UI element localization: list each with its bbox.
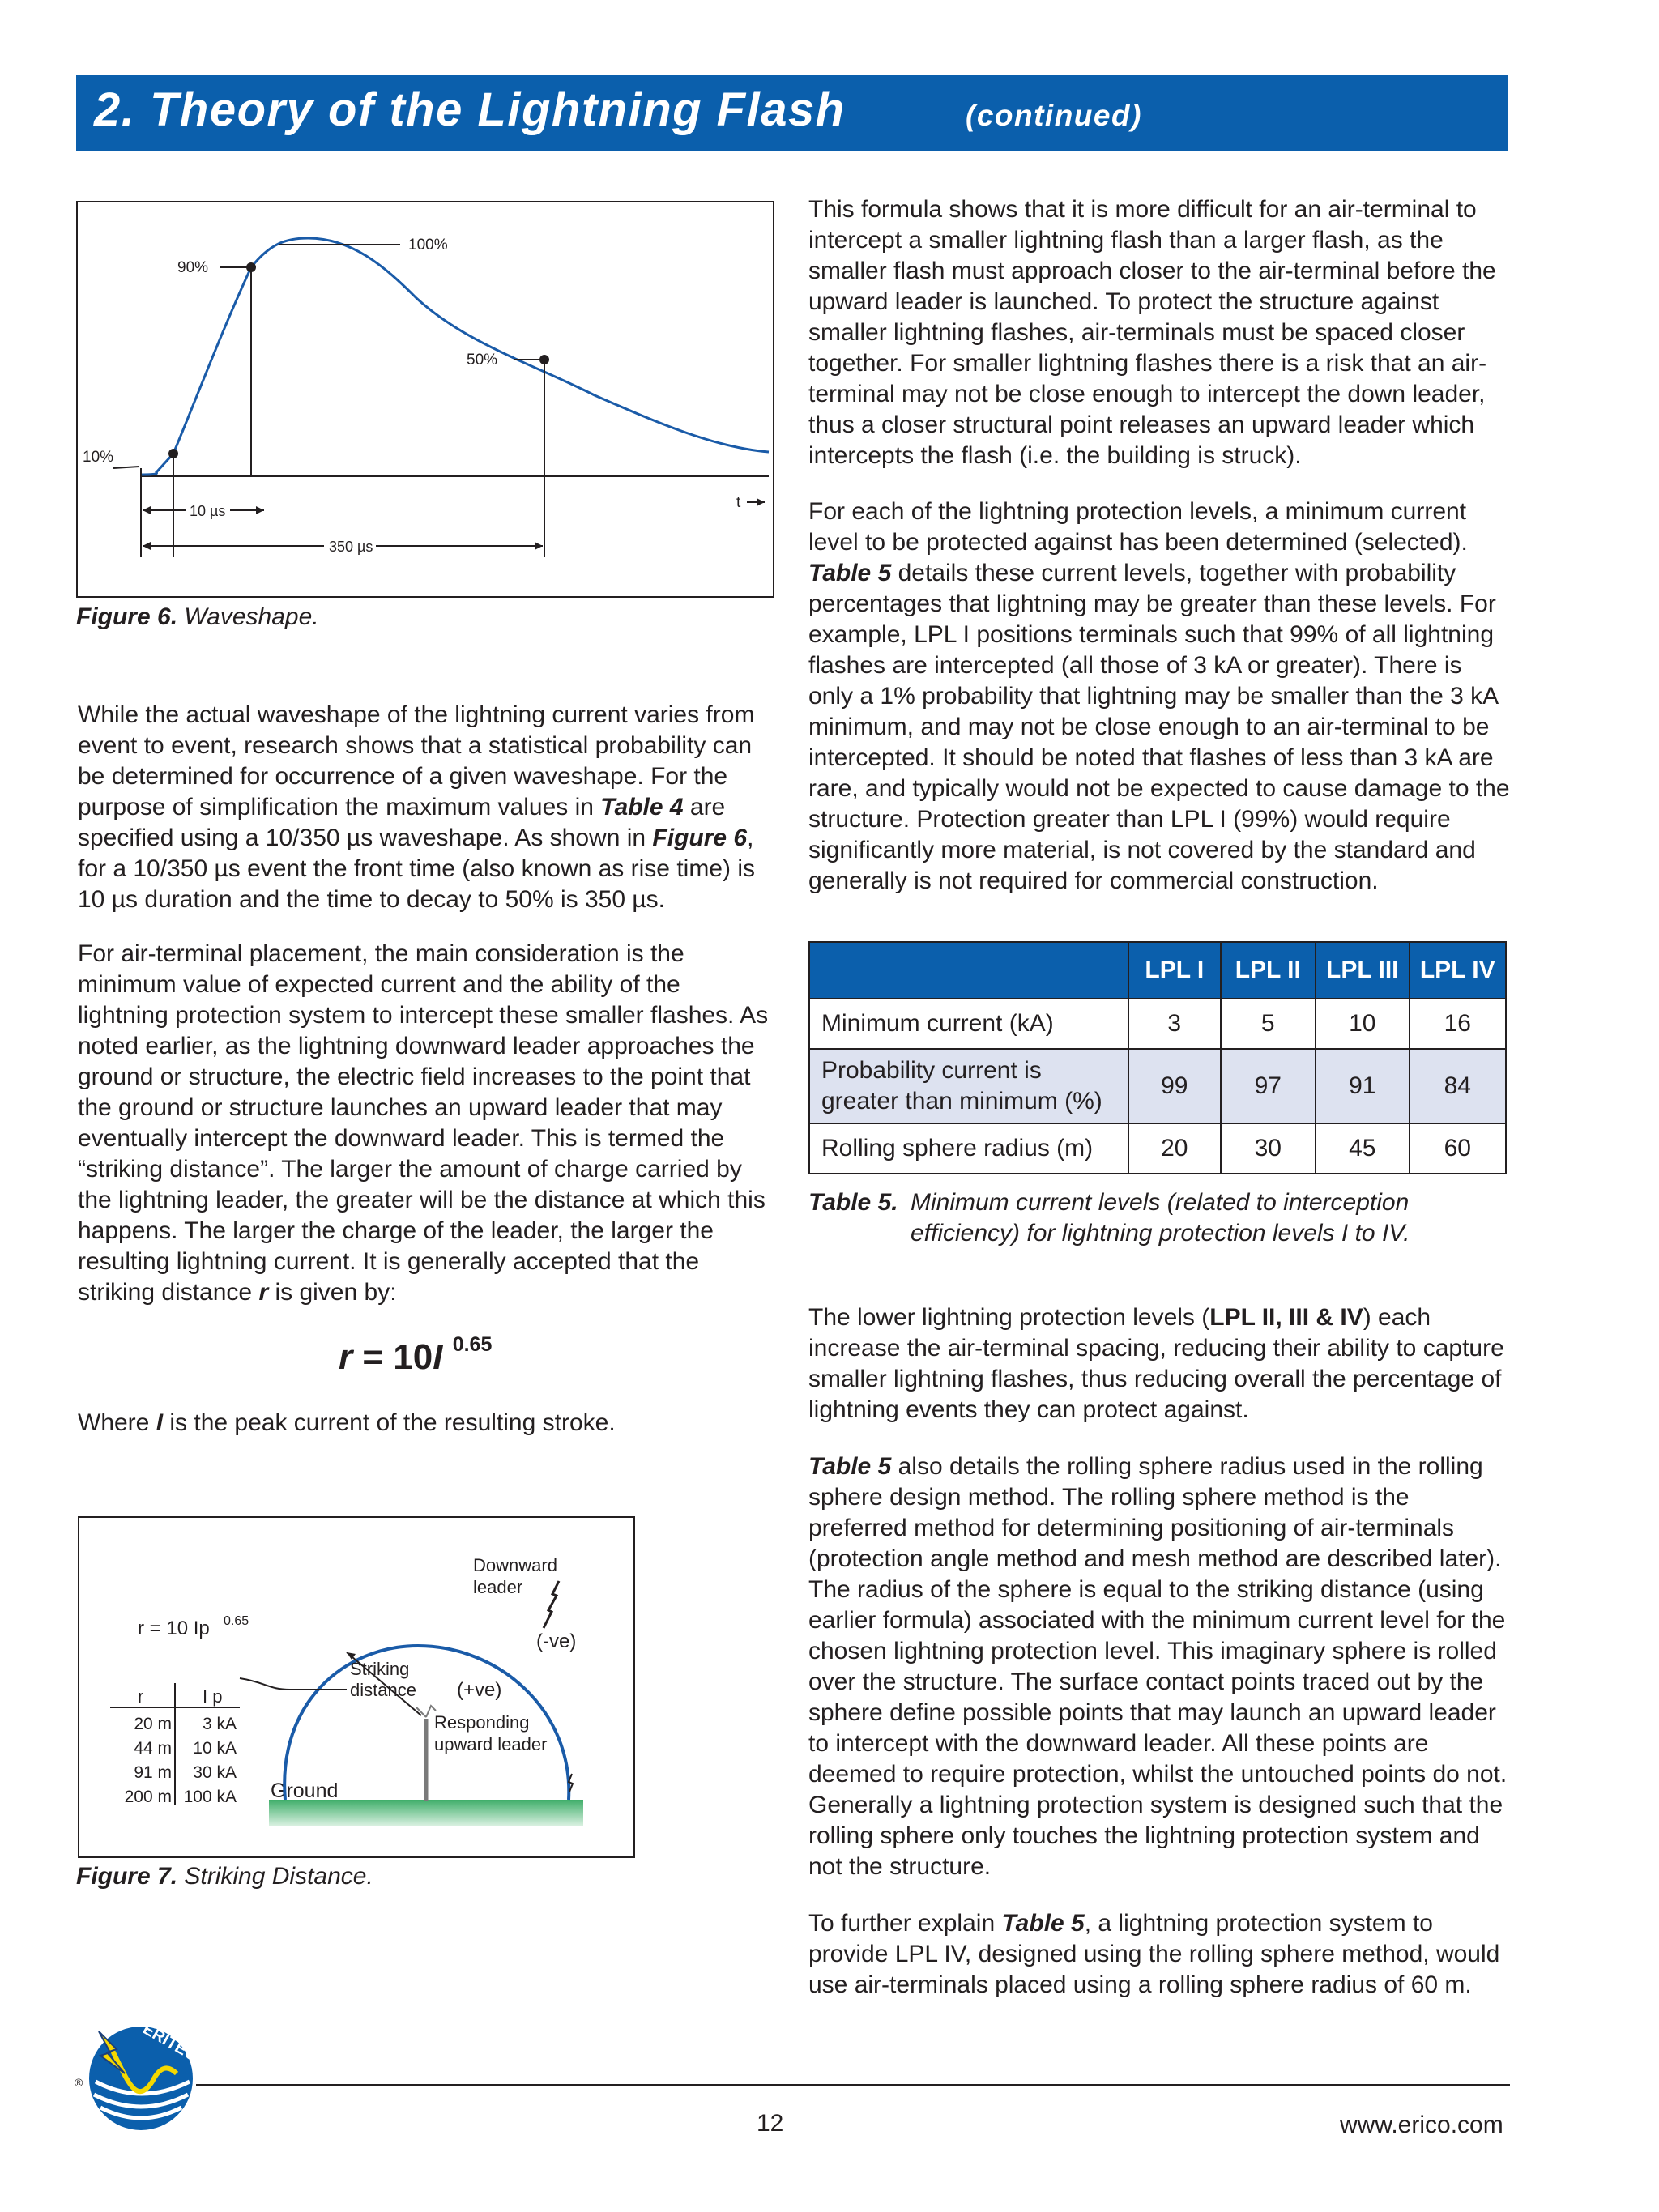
svg-text:leader: leader (473, 1577, 523, 1597)
svg-text:91 m: 91 m (134, 1763, 172, 1782)
table-5-lpl (808, 941, 1507, 1174)
svg-text:10 kA: 10 kA (193, 1739, 237, 1758)
right-paragraph-2: For each of the lightning protection levels, a minimum current level to be protected against has been determined (selected). Table 5 details these current levels, together with probability percentages that lightning may be greater than these levels. For example, LPL I positions terminals such that 99% of all lightning flashes are intercepted (all those of 3 kA or greater). There is only a 1% probability that lightning may be smaller than the 3 kA minimum, and may not be close enough to an air-terminal to be intercepted. It should be noted that flashes of less than 3 kA are rare, and typically would not be expected to cause damage to the structure. Protection greater than LPL I (99%) would require significantly more material, is not covered by the standard and generally is not required for commercial construction. (808, 498, 1510, 894)
right-paragraph-5: To further explain Table 5, a lightning protection system to provide LPL IV, designed using the rolling sphere method, would use air-terminals placed using a rolling sphere radius of 60 m. (808, 1910, 1500, 1998)
svg-text:0.65: 0.65 (224, 1614, 249, 1628)
fig7-formula: r = 10 Ip (138, 1617, 210, 1639)
svg-text:44 m: 44 m (134, 1739, 172, 1758)
svg-text:20 m: 20 m (134, 1715, 172, 1733)
figure-7-caption: Figure 7. Striking Distance. (76, 1863, 373, 1890)
svg-text:ERITECH: ERITECH (139, 2019, 211, 2071)
negative-charge-label: (-ve) (536, 1630, 577, 1652)
label-10: 10% (83, 449, 114, 466)
svg-text:200 m: 200 m (124, 1788, 172, 1806)
label-350us: 350 µs (329, 539, 373, 555)
left-paragraph-1: While the actual waveshape of the lightning current varies from event to event, research shows that a statistical probability can be determined for occurrence of a given waveshape. For the purpose of simplification the maximum values in Table 4 are specified using a 10/350 µs waveshape. As shown in Figure 6, for a 10/350 µs event the front time (also known as rise time) is 10 µs duration and the time to decay to 50% is 350 µs. (78, 701, 755, 913)
left-paragraph-2: For air-terminal placement, the main consideration is the minimum value of expected current and the ability of the lightning protection system to intercept these smaller flashes. As noted earlier, as the lightning downward leader approaches the ground or structure, the electric field increases to the point that the ground or structure launches an upward leader that may eventually intercept the downward leader. This is termed the “striking distance”. The larger the amount of charge carried by the lightning leader, the greater will be the distance at which this happens. The larger the charge of the leader, the larger the resulting lightning current. It is generally accepted that the striking distance r is given by: (78, 940, 769, 1306)
label-t: t (736, 494, 741, 511)
section-header-bar (76, 75, 1508, 151)
label-10us: 10 µs (190, 503, 226, 519)
right-paragraph-1: This formula shows that it is more difficult for an air-terminal to intercept a smaller lightning flash than a larger flash, as the smaller flash must approach closer to the air-terminal before the upward leader is launched. To protect the structure against smaller lightning flashes, air-terminals must be spaced closer together. For smaller lightning flashes there is a risk that an air-terminal may not be close enough to intercept the down leader, thus a closer structural point releases an upward leader which intercepts the flash (i.e. the building is struck). (808, 196, 1496, 469)
svg-text:Responding: Responding (434, 1712, 530, 1733)
label-90: 90% (177, 259, 209, 276)
svg-text:distance: distance (350, 1680, 416, 1700)
svg-text:I p: I p (203, 1686, 223, 1707)
striking-distance-formula: r = 10I $^{0.65}$ (339, 1333, 493, 1377)
footer-url[interactable]: www.erico.com (1340, 2112, 1503, 2138)
svg-text:Downward: Downward (473, 1555, 557, 1575)
page-number: 12 (757, 2110, 784, 2137)
left-paragraph-3: Where I is the peak current of the resulting stroke. (78, 1409, 616, 1436)
positive-charge-label: (+ve) (457, 1679, 502, 1701)
table-row: Probability current is greater than minimum (%) 99 97 91 84 (809, 1049, 1506, 1123)
svg-text:3 kA: 3 kA (202, 1715, 237, 1733)
table-header-row: LPL I LPL II LPL III LPL IV (809, 942, 1506, 999)
svg-text:100 kA: 100 kA (183, 1788, 237, 1806)
footer-rule (196, 2084, 1510, 2086)
svg-text:30 kA: 30 kA (193, 1763, 237, 1782)
eritech-logo (71, 2017, 211, 2138)
table-5-caption: Table 5. Minimum current levels (related to interception efficiency) for lightning protection levels I to IV. (808, 1189, 1410, 1247)
figure-6-waveshape (76, 201, 774, 598)
section-title: 2. Theory of the Lightning Flash (94, 83, 846, 136)
label-50: 50% (467, 352, 498, 369)
svg-text:r: r (138, 1686, 144, 1707)
right-paragraph-4: Table 5 also details the rolling sphere radius used in the rolling sphere design method. The rolling sphere method is the preferred method for determining positioning of air-terminals (protection angle method and mesh method are described later). The radius of the sphere is equal to the striking distance (using earlier formula) associated with the minimum current level for the chosen lightning protection level. This imaginary sphere is rolled over the structure. The surface contact points traced out by the sphere define possible points that may launch an upward leader to intercept with the downward leader. All these points are deemed to require protection, whilst the untouched points do not. Generally a lightning protection system is designed such that the rolling sphere only touches the lightning protection system and not the structure. (808, 1453, 1508, 1880)
right-paragraph-3: The lower lightning protection levels (LPL II, III & IV) each increase the air-terminal spacing, reducing their ability to capture smaller lightning flashes, thus reducing overall the percentage of lightning events they can protect against. (808, 1304, 1504, 1423)
figure-6-caption: Figure 6. Waveshape. (76, 603, 319, 630)
table-row: Rolling sphere radius (m) 20 30 45 60 (809, 1123, 1506, 1174)
ground-strip (269, 1800, 583, 1826)
svg-text:®: ® (75, 2076, 83, 2089)
svg-text:upward leader: upward leader (434, 1734, 548, 1754)
table-row: Minimum current (kA) 3 5 10 16 (809, 999, 1506, 1049)
svg-text:Striking: Striking (350, 1659, 410, 1679)
label-100: 100% (408, 237, 448, 254)
ground-label: Ground (271, 1779, 339, 1802)
figure-7-striking-distance (78, 1516, 635, 1858)
section-subtitle: (continued) (966, 99, 1142, 132)
